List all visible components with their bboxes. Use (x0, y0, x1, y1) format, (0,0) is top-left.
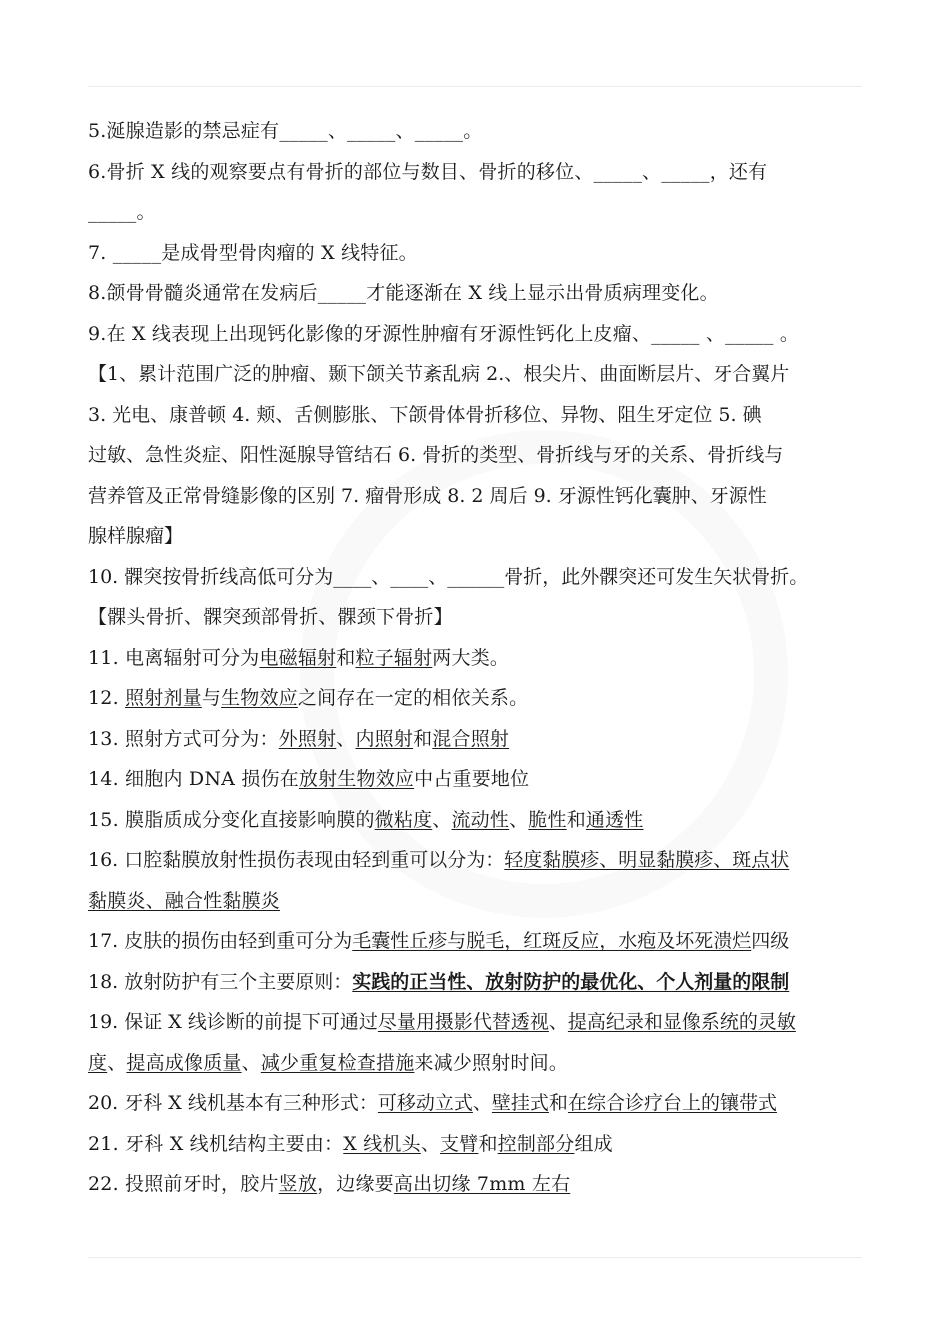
answer-key-line-3: 过敏、急性炎症、阳性涎腺导管结石 6. 骨折的类型、骨折线与牙的关系、骨折线与 (88, 444, 784, 466)
answer-underline: 脆性 (528, 808, 567, 831)
question-8: 8.颌骨骨髓炎通常在发病后_____才能逐渐在 X 线上显示出骨质病理变化。 (88, 282, 719, 304)
statement-11: 11. 电离辐射可分为电磁辐射和粒子辐射两大类。 (88, 646, 510, 669)
answer-key-line-5: 腺样腺瘤】 (88, 525, 184, 547)
answer-underline-bold: 实践的正当性、放射防护的最优化、个人剂量的限制 (352, 970, 790, 993)
answer-underline: 通透性 (585, 808, 644, 831)
answer-underline: 放射生物效应 (298, 768, 415, 790)
answer-underline: 提高纪录和显像系统的灵敏 (567, 1011, 796, 1033)
question-9: 9.在 X 线表现上出现钙化影像的牙源性肿瘤有牙源性钙化上皮瘤、_____ 、_____ 。 (88, 322, 800, 345)
question-5: 5.涎腺造影的禁忌症有_____、_____、_____。 (88, 120, 483, 142)
answer-underline: 内照射 (355, 727, 414, 750)
statement-21: 21. 牙科 X 线机结构主要由：X 线机头、支臂和控制部分组成 (88, 1132, 613, 1155)
statement-14: 14. 细胞内 DNA 损伤在放射生物效应中占重要地位 (88, 768, 530, 790)
answer-underline: 可移动立式 (377, 1092, 473, 1114)
answer-underline: 微粘度 (374, 808, 433, 831)
answer-underline: 粒子辐射 (355, 646, 433, 669)
statement-18: 18. 放射防护有三个主要原则：实践的正当性、放射防护的最优化、个人剂量的限制 (88, 970, 790, 993)
answer-underline: 在综合诊疗台上的镶带式 (567, 1092, 777, 1114)
answer-underline: 轻度黏膜疹、明显黏膜疹、斑点状 (504, 849, 790, 871)
answer-underline: 支臂 (440, 1132, 479, 1155)
answer-underline: 混合照射 (432, 727, 510, 750)
statement-12: 12. 照射剂量与生物效应之间存在一定的相依关系。 (88, 687, 529, 709)
answer-underline: 尽量用摄影代替透视 (377, 1011, 549, 1033)
answer-key-line-1: 【1、累计范围广泛的肿瘤、颞下颌关节紊乱病 2.、根尖片、曲面断层片、牙合翼片 (88, 363, 790, 385)
statement-16-line-1: 16. 口腔黏膜放射性损伤表现由轻到重可以分为：轻度黏膜疹、明显黏膜疹、斑点状 (88, 849, 790, 871)
answer-underline: 毛囊性丘疹与脱毛，红斑反应，水疱及坏死溃烂 (352, 930, 752, 952)
statement-20: 20. 牙科 X 线机基本有三种形式：可移动立式、壁挂式和在综合诊疗台上的镶带式 (88, 1092, 777, 1114)
answer-underline: 流动性 (451, 808, 510, 831)
answer-key-line-2: 3. 光电、康普顿 4. 颊、舌侧膨胀、下颌骨体骨折移位、异物、阻生牙定位 5. 碘 (88, 403, 762, 426)
answer-key-10: 【髁头骨折、髁突颈部骨折、髁颈下骨折】 (88, 606, 453, 628)
question-6-line-1: 6.骨折 X 线的观察要点有骨折的部位与数目、骨折的移位、_____、_____，还有 (88, 160, 768, 183)
statement-16-line-2 (88, 881, 868, 922)
statement-15: 15. 膜脂质成分变化直接影响膜的微粘度、流动性、脆性和通透性 (88, 808, 644, 831)
statement-19-line-1: 19. 保证 X 线诊断的前提下可通过尽量用摄影代替透视、提高纪录和显像系统的灵敏 (88, 1011, 796, 1033)
answer-underline: X 线机头 (343, 1132, 421, 1155)
answer-underline: 竖放 (278, 1173, 318, 1195)
answer-underline: 减少重复检查措施 (260, 1051, 415, 1074)
statement-22: 22. 投照前牙时，胶片竖放，边缘要高出切缘 7mm 左右 (88, 1173, 571, 1195)
answer-underline: 高出切缘 7mm 左右 (393, 1173, 571, 1195)
answer-underline: 黏膜炎、融合性黏膜炎 (88, 889, 281, 912)
footer-rule (88, 1257, 862, 1258)
question-10: 10. 髁突按骨折线高低可分为____、____、______骨折，此外髁突还可发生矢状骨折。 (88, 565, 809, 588)
statement-13: 13. 照射方式可分为：外照射、内照射和混合照射 (88, 727, 510, 750)
answer-key-line-4: 营养管及正常骨缝影像的区别 7. 瘤骨形成 8. 2 周后 9. 牙源性钙化囊肿、牙源性 (88, 484, 767, 507)
answer-underline: 度 (88, 1051, 108, 1074)
answer-underline: 照射剂量 (125, 687, 202, 709)
answer-underline: 电磁辐射 (259, 646, 337, 669)
answer-underline: 壁挂式 (491, 1092, 549, 1114)
answer-underline: 生物效应 (221, 687, 298, 709)
answer-underline: 控制部分 (497, 1132, 575, 1155)
document-body (88, 111, 868, 1205)
statement-17: 17. 皮肤的损伤由轻到重可分为毛囊性丘疹与脱毛，红斑反应，水疱及坏死溃烂四级 (88, 930, 790, 952)
answer-underline: 提高成像质量 (126, 1051, 242, 1074)
question-7: 7. _____是成骨型骨肉瘤的 X 线特征。 (88, 241, 418, 264)
header-rule (88, 86, 862, 87)
question-6-line-2: _____。 (88, 201, 156, 223)
statement-19-line-2: 度、提高成像质量、减少重复检查措施来减少照射时间。 (88, 1051, 569, 1074)
answer-underline: 外照射 (278, 727, 337, 750)
